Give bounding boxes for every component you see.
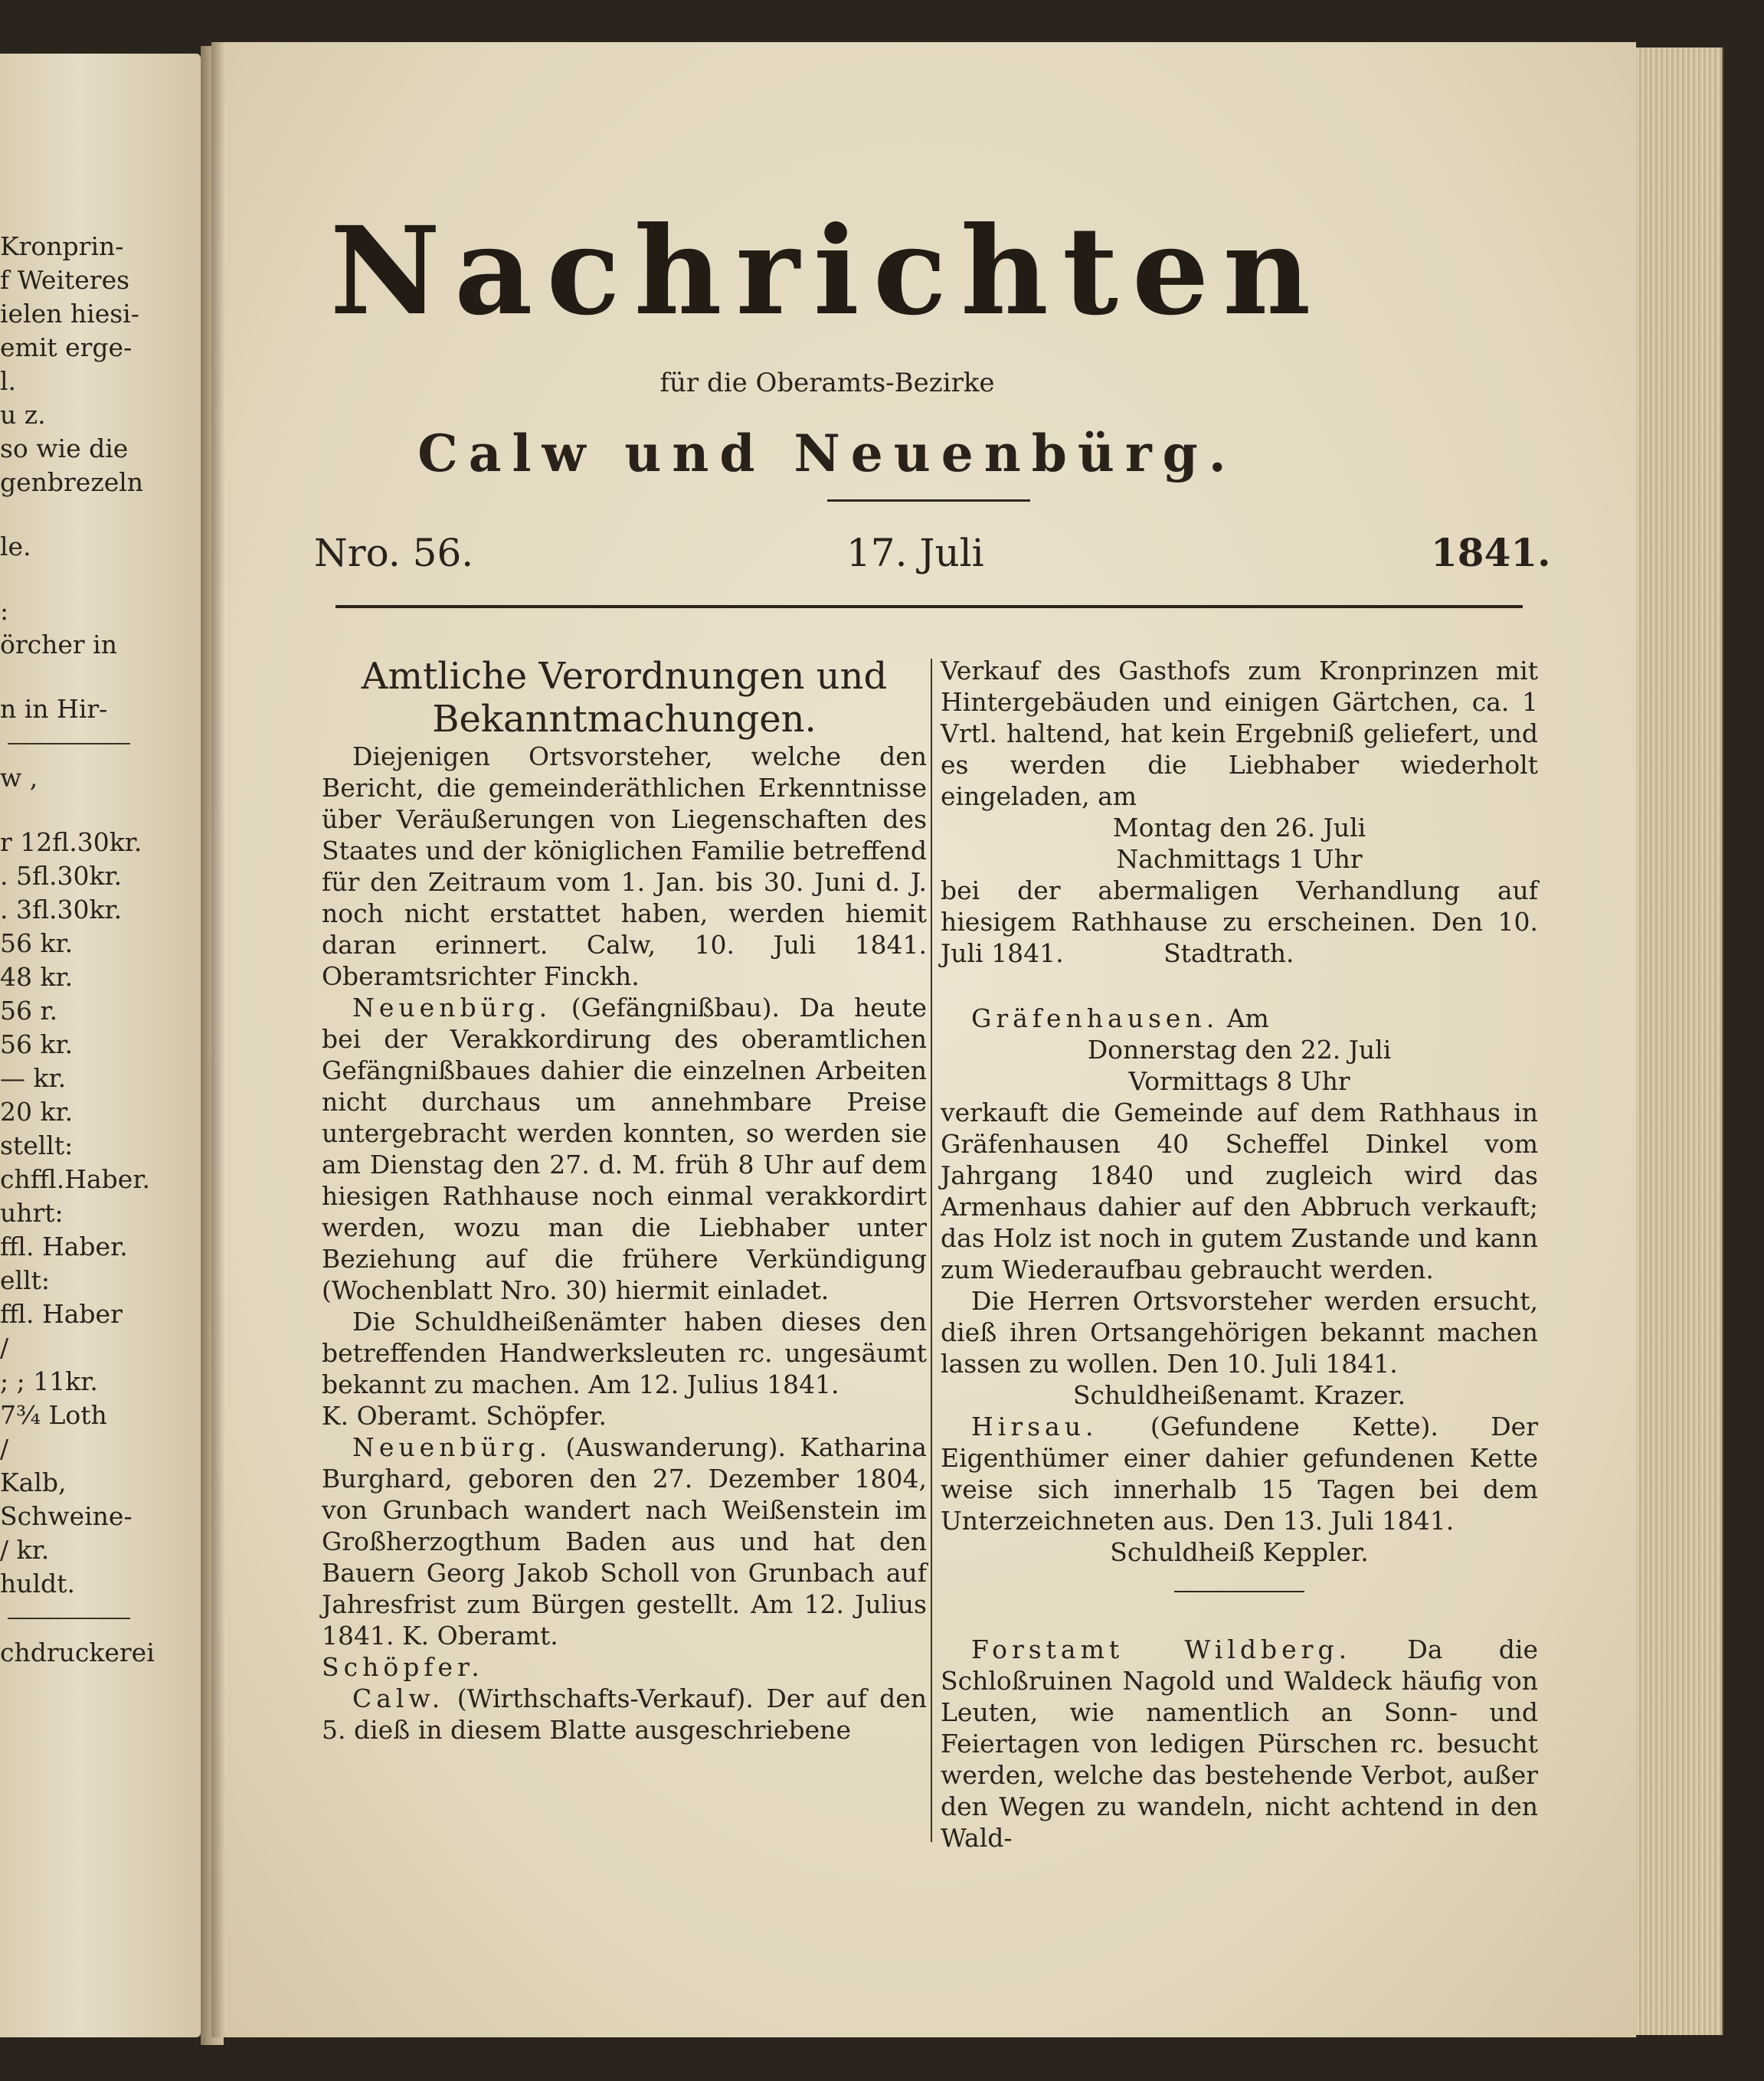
left-line: Schweine- (0, 1501, 133, 1531)
left-line: ellt: (0, 1265, 51, 1295)
graefenhausen-day: Donnerstag den 22. Juli (1087, 1035, 1392, 1065)
left-rule (8, 743, 130, 744)
issue-number: Nro. 56. (314, 531, 474, 575)
left-line: Kronprin- (0, 231, 124, 261)
inn-sale-signature: Stadtrath. (1163, 938, 1294, 968)
notice-text: (Wirthschafts-Verkauf). Der auf den 5. dieß in diesem Blatte ausgeschriebene (322, 1683, 928, 1745)
page-fold-shadow (211, 42, 225, 2037)
graefenhausen-heading (941, 1003, 1538, 1034)
left-page-text-column (0, 230, 201, 2037)
left-column (322, 655, 927, 1746)
notice-text: Da die Schloßruinen Nagold und Waldeck häufig von Leuten, wie namentlich an Sonn- und Feiertagen von ledigen Pürschen rc. besucht werden, welche das bestehende Verbot, außer den Wegen zu wandeln, nicht achtend in den Wald- (941, 1634, 1538, 1853)
left-line: stellt: (0, 1130, 74, 1160)
left-line (0, 795, 201, 826)
issue-year: 1841. (1431, 530, 1551, 575)
notice-forestry (941, 1634, 1538, 1854)
left-line: n in Hir- (0, 694, 108, 724)
left-line: 56 kr. (0, 1029, 74, 1059)
left-line: w , (0, 763, 38, 793)
page-edges (1636, 47, 1723, 2035)
header-rule (335, 605, 1523, 608)
notice-text: Am (1226, 1003, 1269, 1033)
issue-date: 17. Juli (846, 531, 984, 575)
left-line: / kr. (0, 1535, 50, 1565)
notice-signature: Schuldheißenamt. Krazer. (1072, 1380, 1406, 1410)
left-line: . 5fl.30kr. (0, 861, 123, 891)
right-column (941, 655, 1538, 1854)
left-line: / (0, 1333, 9, 1363)
left-line: : (0, 596, 9, 626)
left-line: ffl. Haber (0, 1299, 123, 1329)
left-line: chffl.Haber. (0, 1164, 150, 1194)
notice-inn-sale (322, 1683, 927, 1746)
left-page (0, 54, 201, 2037)
inn-sale-time: Nachmittags 1 Uhr (1116, 844, 1363, 874)
inn-sale-closing: bei der abermaligen Verhandlung auf hiesigem Rathhause zu erscheinen. Den 10. Juli 1841. (941, 875, 1538, 968)
graefenhausen-text-cont: Die Herren Ortsvorsteher werden ersucht, dieß ihren Ortsangehörigen bekannt machen lassen zu wollen. Den 10. Juli 1841. (941, 1286, 1538, 1379)
notice-emigration (322, 1432, 927, 1651)
left-line (0, 564, 201, 594)
left-line: chdruckerei (0, 1638, 155, 1667)
notice-signature: Schuldheiß Keppler. (1110, 1537, 1369, 1567)
notice-report-reminder: Diejenigen Ortsvorsteher, welche den Bericht, die gemeinderäthlichen Erkenntnisse über Veräußerungen von Liegenschaften des Staates und der königlichen Familie betreffend für den Zeitraum vom 1. Jan. bis 30. Juni d. J. noch nicht erstattet haben, werden hiemit daran erinnert. Calw, 10. Juli 1841. Oberamtsrichter Finckh. (322, 741, 927, 991)
notice-place: Neuenbürg. (352, 1432, 552, 1462)
graefenhausen-text: verkauft die Gemeinde auf dem Rathhaus in Gräfenhausen 40 Scheffel Dinkel vom Jahrgang 1840 und zugleich wird das Armenhaus dahier auf den Abbruch verkauft; das Holz ist noch in gutem Zustande und kann zum Wiederaufbau gebraucht werden. (941, 1098, 1538, 1284)
left-rule (8, 1618, 130, 1619)
masthead-subtitle: für die Oberamts-Bezirke (659, 368, 995, 398)
notice-signature: Schöpfer. (322, 1652, 484, 1682)
left-line: örcher in (0, 630, 117, 659)
left-line: — kr. (0, 1063, 67, 1093)
left-line: Kalb, (0, 1467, 67, 1497)
notice-found-chain (941, 1411, 1538, 1536)
inn-sale-text: Verkauf des Gasthofs zum Kronprinzen mit Hintergebäuden und einigen Gärtchen, ca. 1 Vrtl. haltend, hat kein Ergebniß geliefert, und es werden die Liebhaber wiederholt eingeladen, am (941, 656, 1538, 811)
left-line: 56 r. (0, 996, 58, 1026)
left-line: r 12fl.30kr. (0, 827, 142, 857)
notice-text: (Auswanderung). Katharina Burghard, geboren den 27. Dezember 1804, von Grunbach wandert nach Weißenstein im Großherzogthum Baden aus und hat den Bauern Georg Jakob Scholl von Grunbach auf Jahresfrist zum Bürgen gestellt. Am 12. Julius 1841. K. Oberamt. (322, 1432, 927, 1651)
left-line: ffl. Haber. (0, 1232, 128, 1261)
left-line: ielen hiesi- (0, 299, 139, 329)
left-line: emit erge- (0, 332, 133, 362)
graefenhausen-time: Vormittags 8 Uhr (1128, 1066, 1350, 1096)
masthead-places: Calw und Neuenbürg. (417, 424, 1237, 483)
notice-place: Hirsau. (971, 1412, 1098, 1441)
notice-place: Gräfenhausen. (971, 1003, 1219, 1033)
notice-text: (Gefundene Kette). Der Eigenthümer einer dahier gefundenen Kette weise sich innerhalb 15 Tagen bei dem Unterzeichneten aus. Den 13. Juli 1841. (941, 1412, 1538, 1536)
column-divider (931, 659, 932, 1842)
left-line: 20 kr. (0, 1097, 74, 1127)
section-rule (1174, 1591, 1304, 1592)
left-line: f Weiteres (0, 265, 130, 295)
inn-sale-day: Montag den 26. Juli (1112, 813, 1366, 843)
left-line: genbrezeln (0, 467, 144, 497)
inn-sale-text-cont (941, 875, 1538, 969)
masthead-divider (827, 499, 1030, 502)
left-line: 7¾ Loth (0, 1400, 107, 1430)
left-line: . 3fl.30kr. (0, 895, 123, 924)
section-heading: Amtliche Verordnungen und Bekanntmachungen. (361, 655, 888, 741)
notice-place: Forstamt Wildberg. (971, 1634, 1352, 1664)
notice-place: Calw. (352, 1683, 445, 1713)
notice-prison-build (322, 992, 927, 1306)
notice-text: (Gefängnißbau). Da heute bei der Verakkordirung des oberamtlichen Gefängnißbaues dahier die einzelnen Arbeiten nicht durchaus um annehmbare Preise untergebracht werden konnten, so werden sie am Dienstag den 27. d. M. früh 8 Uhr auf dem hiesigen Rathhause noch einmal verakkordirt werden, wozu man die Liebhaber unter Beziehung auf die frühere Verkündigung (Wochenblatt Nro. 30) hiermit einladet. (322, 993, 927, 1305)
left-line (0, 499, 201, 530)
left-line: so wie die (0, 434, 129, 463)
left-line: le. (0, 532, 31, 561)
left-line: ; ; 11kr. (0, 1366, 98, 1396)
notice-signature: K. Oberamt. Schöpfer. (322, 1401, 607, 1431)
left-line: l. (0, 366, 17, 396)
left-line: u z. (0, 400, 46, 430)
masthead-title: Nachrichten (329, 201, 1325, 342)
left-line: huldt. (0, 1569, 75, 1598)
left-line: 48 kr. (0, 962, 74, 992)
left-line: uhrt: (0, 1198, 64, 1228)
left-line: 56 kr. (0, 928, 74, 958)
notice-prison-build-cont: Die Schuldheißenämter haben dieses den betreffenden Handwerksleuten rc. ungesäumt bekannt zu machen. Am 12. Julius 1841. (322, 1307, 927, 1399)
notice-place: Neuenbürg. (352, 993, 552, 1023)
left-line: / (0, 1434, 9, 1464)
left-line (0, 662, 201, 692)
